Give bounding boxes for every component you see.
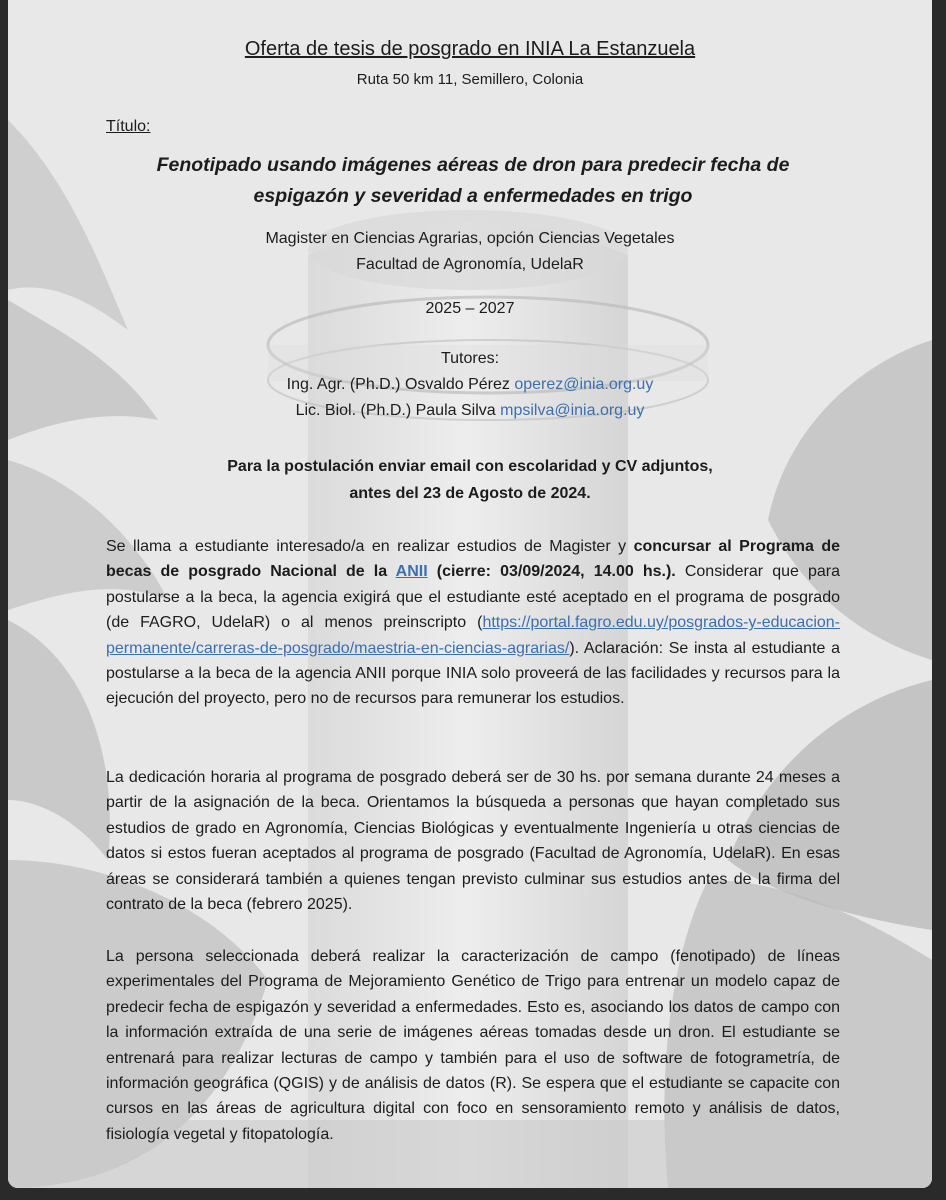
program-info xyxy=(8,226,932,278)
tutor-1 xyxy=(8,372,932,398)
paragraph-call-text-e: ). Aclaración: Se insta al estudiante a postularse a la beca de la agencia ANII porque INIA solo proveerá de las facilidades y recursos para la ejecución del proyecto, pero no de recursos para remunerar los estudios. xyxy=(106,639,840,708)
paragraph-call xyxy=(106,534,840,712)
page-title: Oferta de tesis de posgrado en INIA La Estanzuela xyxy=(244,38,696,60)
tutors-block xyxy=(8,346,932,424)
paragraph-dedication: La dedicación horaria al programa de posgrado deberá ser de 30 hs. por semana durante 24 meses a partir de la asignación de la beca. Orientamos la búsqueda a personas que hayan completado sus estudios de grado en Agronomía, Ciencias Biológicas y eventualmente Ingeniería u otras ciencias de datos si estos fueran aceptados al programa de posgrado (Facultad de Agronomía, UdelaR). En esas áreas se considerará también a quienes tengan previsto culminar sus estudios antes de la firma del contrato de la beca (febrero 2025). xyxy=(106,769,840,914)
paragraph-call-bold-c: (cierre: 03/09/2024, 14.00 hs.). xyxy=(427,563,676,581)
thesis-title xyxy=(98,150,848,212)
tutor-2 xyxy=(8,398,932,424)
thesis-title-line-2: espigazón y severidad a enfermedades en trigo xyxy=(253,185,693,207)
tutor-1-email-link[interactable]: operez@inia.org.uy xyxy=(514,376,654,393)
paragraph-tasks: La persona seleccionada deberá realizar la caracterización de campo (fenotipado) de líneas experimentales del Programa de Mejoramiento Genético de Trigo para entrenar un modelo capaz de predecir fecha de espigazón y severidad a enfermedades. Esto es, asociando los datos de campo con la información extraída de una serie de imágenes aéreas tomadas desde un dron. El estudiante se entrenará para realizar lecturas de campo y también para el uso de software de fotogrametría, de información geográfica (QGIS) y de análisis de datos (R). Se espera que el estudiante se capacite con cursos en las áreas de agricultura digital con foco en sensoramiento remoto y análisis de datos, fisiología vegetal y fitopatología. xyxy=(106,948,840,1143)
paragraph-call-text-d: Considerar que para postularse a la beca, la agencia exigirá que el estudiante esté aceptado en el programa de posgrado (de FAGRO, UdelaR) o al menos preinscripto ( xyxy=(106,563,841,632)
application-line-1: Para la postulación enviar email con escolaridad y CV adjuntos, xyxy=(227,458,713,475)
tutor-1-name: Ing. Agr. (Ph.D.) Osvaldo Pérez xyxy=(286,376,510,393)
tutor-2-name: Lic. Biol. (Ph.D.) Paula Silva xyxy=(295,402,496,419)
application-deadline: antes del 23 de Agosto de 2024. xyxy=(349,485,591,502)
tutors-heading: Tutores: xyxy=(440,350,500,367)
address: Ruta 50 km 11, Semillero, Colonia xyxy=(356,71,584,88)
paragraph-call-bold-b: concursar al Programa de becas de posgrado Nacional de la xyxy=(106,538,840,581)
thesis-title-line-1: Fenotipado usando imágenes aéreas de dron para predecir fecha de xyxy=(156,154,790,176)
paragraph-call-text-a: Se llama a estudiante interesado/a en realizar estudios de Magister y xyxy=(106,538,634,555)
program-years: 2025 – 2027 xyxy=(425,300,515,317)
titulo-label: Título: xyxy=(106,118,151,135)
application-instructions xyxy=(108,453,832,507)
fagro-url-link[interactable]: https://portal.fagro.edu.uy/posgrados-y-educacion-permanente/carreras-de-posgrado/maestria-en-ciencias-agrarias/ xyxy=(106,614,840,657)
tutor-2-email-link[interactable]: mpsilva@inia.org.uy xyxy=(500,402,645,419)
program-degree: Magister en Ciencias Agrarias, opción Ciencias Vegetales xyxy=(265,230,675,247)
document-page xyxy=(8,0,932,1188)
program-faculty: Facultad de Agronomía, UdelaR xyxy=(356,256,584,273)
anii-link[interactable]: ANII xyxy=(395,563,428,581)
